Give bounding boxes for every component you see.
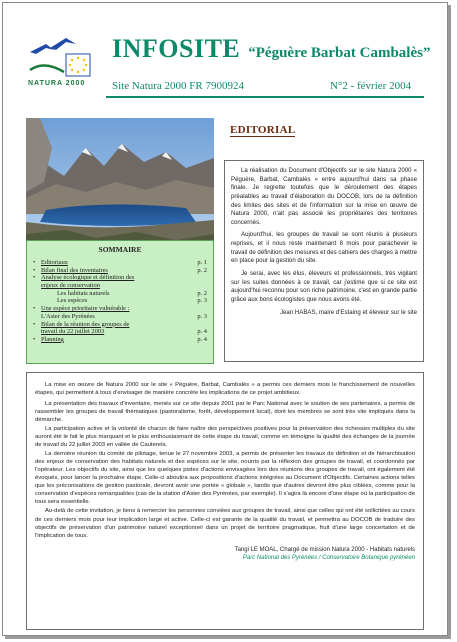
mountain-lake-photo [26, 118, 214, 250]
article-signature [35, 546, 415, 563]
bullet-icon: • [33, 259, 36, 266]
sommaire-title: SOMMAIRE [98, 245, 142, 254]
editorial-heading: EDITORIAL [230, 124, 296, 136]
bullet-icon: • [33, 305, 36, 313]
toc-label: Planning [41, 335, 64, 343]
toc-item[interactable] [33, 267, 207, 275]
article-paragraph: La mise en œuvre de Natura 2000 sur le site « Péguère, Barbat, Cambalès » a permis ces derniers mois le franchissement de nouvelles étapes, qui permettent à tous d'envisager de manière concrète les implications de ce projet ambitieux. [35, 382, 415, 397]
toc-page: p. 2 [197, 266, 207, 274]
toc-label: Bilan final des inventaires [41, 266, 108, 274]
author-line: Tangi LE MOAL, Chargé de mission Natura 2000 - Habitats naturels [234, 546, 415, 553]
bullet-icon: • [33, 335, 36, 343]
toc-item[interactable] [33, 336, 207, 344]
title-subtitle: “Péguère Barbat Cambalès” [248, 45, 431, 61]
toc-label: Une espèce prioritaire vulnérable : [41, 305, 130, 313]
toc-item[interactable] [33, 259, 207, 267]
toc-page: p. 3 [197, 312, 207, 320]
toc-page: p. 4 [197, 335, 207, 343]
article-paragraph: La présentation des travaux d'inventaire, menés sur ce site depuis 2001 par le Parc National avec le soutien de ses partenaires, a permis de rassembler les groupes de travail thématiques (pastoralisme, forêt, développement local), dont les membres se sont très vite impliqués dans la démarche. [35, 401, 415, 424]
toc-label: Bilan de la réunion des groupes de [41, 320, 130, 328]
bullet-icon: • [33, 274, 36, 282]
bullet-icon: • [33, 266, 36, 274]
editorial-box [224, 160, 424, 362]
title-main: INFOSITE [112, 34, 241, 63]
toc-item[interactable] [33, 321, 207, 329]
issue-number: N°2 - février 2004 [330, 80, 412, 92]
toc-label: L'Aster des Pyrénées [41, 312, 95, 320]
toc-label: Editoriaux [41, 259, 68, 266]
article-paragraph: Au-delà de cette invitation, je tiens à remercier les personnes conviées aux groupes de travail, ainsi que celles qui ont été sollicitées au cours de ces derniers mois pour leur implication large et active. Celle-ci est garante de la qualité du travail, et permettra au DOCOB de traduire des objectifs de préservation d'un patrimoine naturel exceptionnel dans un projet de territoire pragmatique, fruit d'une large concertation et de l'implication de tous. [35, 508, 415, 539]
toc-sublabel: Les habitats naturels [57, 289, 110, 297]
bullet-icon: • [33, 320, 36, 328]
logo-caption: NATURA 2000 [28, 80, 86, 87]
newsletter-title [112, 34, 430, 64]
site-code: Site Natura 2000 FR 7900924 [112, 80, 244, 92]
article-box [26, 372, 424, 630]
toc-page: p. 3 [197, 297, 207, 305]
organisation-line: Parc National des Pyrénées / Conservatoire Botanique pyrénéen [242, 554, 415, 561]
toc-label: travail du 22 juillet 2003 [41, 328, 105, 336]
table-of-contents [26, 240, 214, 364]
toc-item-continuation [33, 282, 207, 290]
article-paragraph: La dernière réunion du comité de pilotage, tenue le 27 novembre 2003, a permis de présenter les travaux de définition et de hiérarchisation des enjeux de conservation des habitats naturels et des espèces sur le site, nourris par la réflexion des groupes de travail, et coordonnés par l'opérateur. Les objectifs du site, ainsi que les quelques pistes d'actions envisagées lors des réunions des groupes de travail, ont également été évoqués, pour lancer la prochaine étape. Celle-ci aboutira aux propositions d'actions intégrées au Document d'Objectifs. Certaines actions telles que les préconisations de gestion pastorale, devront avoir une portée « globale », tandis que d'autres devront être plus ciblées, comme pour la conservation d'espèces remarquables (cas de la station d'Aster des Pyrénées, par exemple). Il s'agira là encore d'une étape où la participation de tous sera essentielle. [35, 451, 415, 506]
toc-item-continuation [33, 313, 207, 321]
toc-label: Analyse écologique et définition des [41, 274, 135, 282]
toc-page: p. 1 [197, 259, 207, 266]
toc-page: p. 4 [197, 328, 207, 336]
toc-item[interactable] [33, 305, 207, 313]
toc-page: p. 2 [197, 289, 207, 297]
toc-subitem[interactable] [33, 297, 207, 305]
editorial-signature: Jean HABAS, maire d'Estaing et éleveur sur le site [280, 308, 417, 316]
toc-sublabel: Les espèces [57, 297, 88, 305]
toc-item-continuation [33, 328, 207, 336]
toc-item[interactable] [33, 274, 207, 282]
toc-subitem[interactable] [33, 290, 207, 298]
editorial-paragraph: Aujourd'hui, les groupes de travail se sont réunis à plusieurs reprises, et il nous reste maintenant 8 mois pour parachever le travail de définition des mesures et des cahiers des charges à mettre en place pour la gestion du site. [231, 231, 417, 265]
article-paragraph: La participation active et la volonté de chacun de faire naître des perspectives positives pour la préservation des richesses multiples du site auront été le fait le plus marquant et le plus enthousiasmant de cette étape du travail, comme en témoigne la qualité des échanges de la journée de travail du 22 juillet 2003 en vallée de Cauterets. [35, 426, 415, 449]
toc-label: enjeux de conservation [41, 282, 100, 290]
editorial-paragraph: Je serai, avec les élus, éleveurs et professionnels, très vigilant sur les suites données à ce travail, car j'estime que si ce site est aujourd'hui reconnu pour son riche patrimoine, c'est en grande partie grâce aux bons écologistes que nous avons été. [231, 270, 417, 303]
toc-page [185, 274, 207, 282]
header-divider [106, 96, 424, 98]
editorial-paragraph: La réalisation du Document d'Objectifs sur le site Natura 2000 « Péguère, Barbat, Cambalès » entre aujourd'hui dans sa phase finale. Je regrette toutefois que le déroulement des étapes préalables au travail d'élaboration du DOCOB, lors de la définition des limites des sites et de l'information sur la mise en œuvre de Natura 2000, n'ait pas associé les propriétaires des territoires concernés. [231, 167, 417, 226]
